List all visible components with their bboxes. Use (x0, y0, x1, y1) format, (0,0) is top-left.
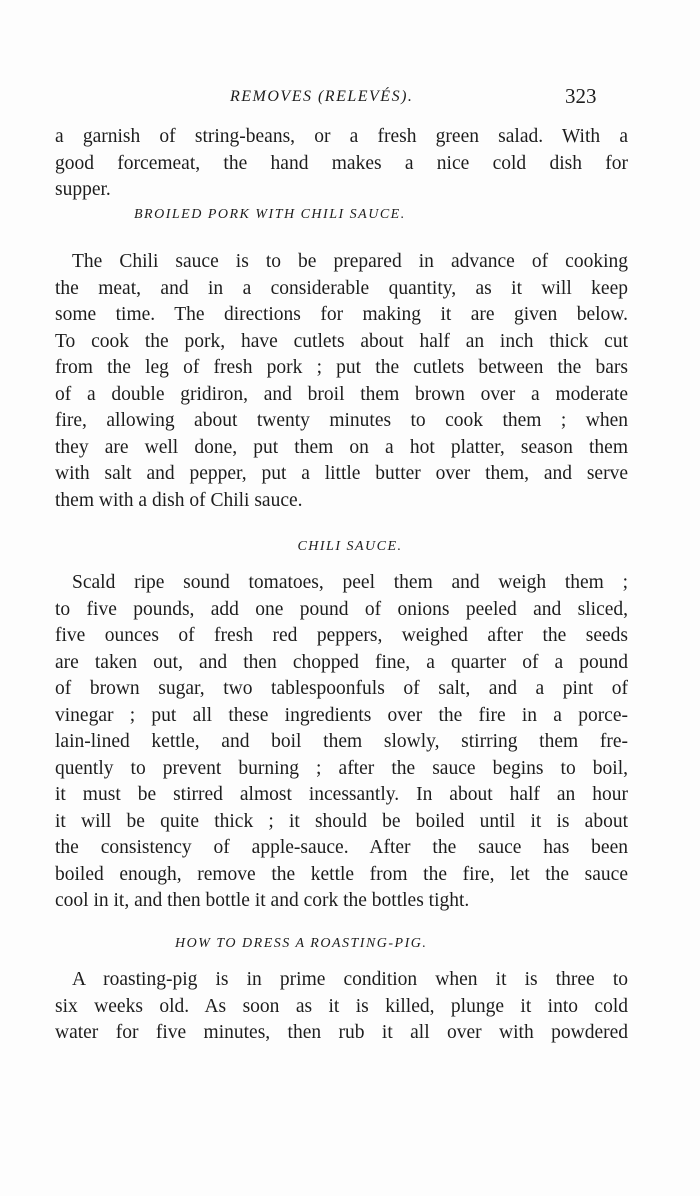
text-line: quently to prevent burning ; after the sauce begins to boil, (55, 757, 628, 779)
text-line: To cook the pork, have cutlets about half an inch thick cut (55, 330, 628, 352)
text-line: supper. (55, 179, 111, 200)
text-line: some time. The directions for making it are given below. (55, 304, 628, 325)
text-line: they are well done, put them on a hot platter, season them (55, 436, 628, 458)
text-line: lain-lined kettle, and boil them slowly, stirring them fre- (55, 731, 628, 752)
section-heading: CHILI SAUCE. (297, 539, 403, 554)
text-line: of a double gridiron, and broil them brown over a moderate (55, 383, 628, 405)
text-line: them with a dish of Chili sauce. (55, 489, 303, 511)
text-line: a garnish of string-beans, or a fresh green salad. With a (55, 126, 628, 147)
text-line: with salt and pepper, put a little butter over them, and serve (55, 463, 628, 484)
text-line: The Chili sauce is to be prepared in advance of cooking (72, 251, 628, 272)
text-line: from the leg of fresh pork ; put the cutlets between the bars (55, 357, 628, 378)
text-line: Scald ripe sound tomatoes, peel them and weigh them ; (72, 572, 628, 593)
text-line: fire, allowing about twenty minutes to cook them ; when (55, 410, 628, 431)
text-line: A roasting-pig is in prime condition when it is three to (72, 969, 628, 990)
text-line: cool in it, and then bottle it and cork the bottles tight. (55, 890, 470, 911)
text-line: five ounces of fresh red peppers, weighed after the seeds (55, 625, 628, 646)
text-line: it will be quite thick ; it should be boiled until it is about (55, 810, 628, 832)
page-number: 323 (565, 84, 597, 108)
text-line: are taken out, and then chopped fine, a quarter of a pound (55, 651, 628, 673)
text-line: six weeks old. As soon as it is killed, plunge it into cold (55, 995, 628, 1017)
text-line: water for five minutes, then rub it all over with powdered (55, 1022, 628, 1043)
text-line: of brown sugar, two tablespoonfuls of salt, and a pint of (55, 678, 628, 699)
text-line: the meat, and in a considerable quantity, as it will keep (55, 277, 628, 299)
text-line: boiled enough, remove the kettle from the fire, let the sauce (55, 863, 628, 885)
text-line: vinegar ; put all these ingredients over the fire in a porce- (55, 704, 628, 726)
text-line: it must be stirred almost incessantly. In about half an hour (55, 784, 628, 805)
section-heading: HOW TO DRESS A ROASTING-PIG. (175, 936, 428, 951)
section-heading: BROILED PORK WITH CHILI SAUCE. (134, 207, 406, 222)
text-line: the consistency of apple-sauce. After the sauce has been (55, 837, 628, 858)
text-line: to five pounds, add one pound of onions peeled and sliced, (55, 598, 628, 620)
running-head: REMOVES (RELEVÉS). (230, 88, 414, 105)
text-line: good forcemeat, the hand makes a nice cold dish for (55, 152, 628, 174)
